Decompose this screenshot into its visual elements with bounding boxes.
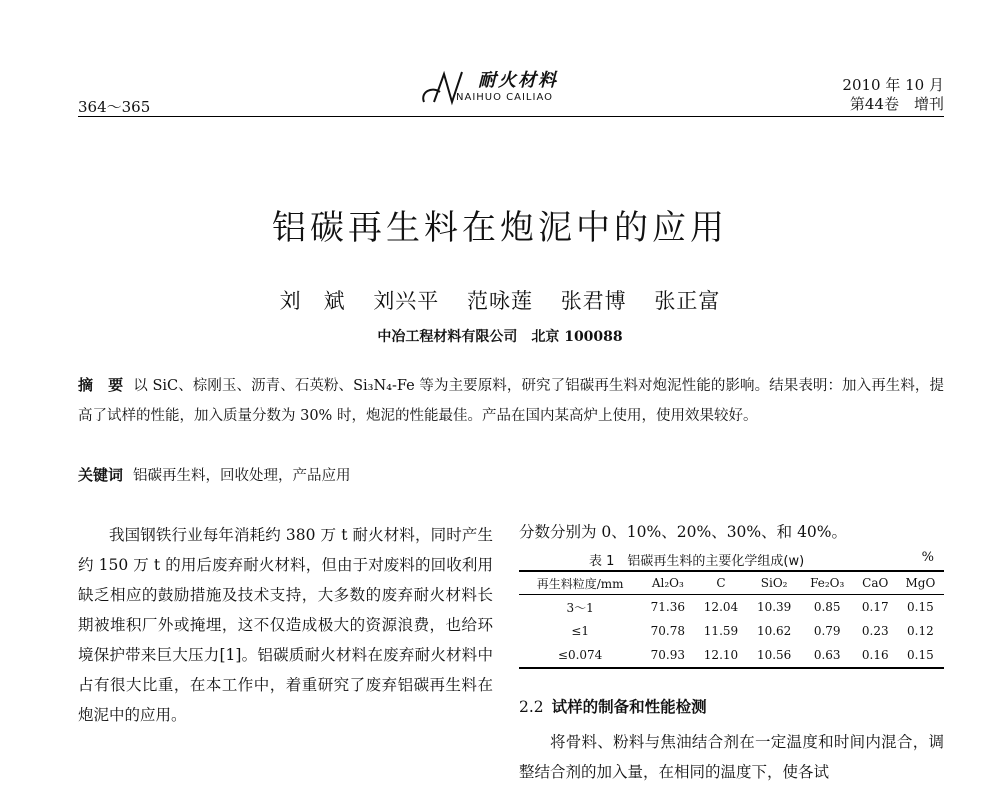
table-header-cell: Al₂O₃ xyxy=(651,576,684,590)
continued-text: 分数分别为 0、10%、20%、30%、和 40%。 xyxy=(519,523,848,541)
table-header-cell: MgO xyxy=(905,576,936,590)
table-cell: 0.16 xyxy=(861,648,889,662)
author-name: 张正富 xyxy=(654,289,721,313)
table-cell: 12.10 xyxy=(703,648,739,662)
table-cell: 3～1 xyxy=(566,600,594,615)
table-unit: % xyxy=(921,550,934,565)
table-cell: 11.59 xyxy=(703,624,739,638)
composition-table xyxy=(519,570,944,669)
keywords-text: 铝碳再生料，回收处理，产品应用 xyxy=(133,468,351,484)
abstract-label: 摘 要 xyxy=(78,376,124,394)
table-cell: 0.85 xyxy=(813,600,841,614)
table-cell: 0.12 xyxy=(907,624,934,638)
issue-info xyxy=(808,76,944,114)
table-cell: 10.56 xyxy=(756,648,792,662)
table-cell: 0.17 xyxy=(861,600,889,614)
abstract xyxy=(78,370,944,431)
table-cell: 0.79 xyxy=(813,624,841,638)
table-caption-title: 表 1 铝碳再生料的主要化学组成(w) xyxy=(589,554,805,569)
table-cell: 70.93 xyxy=(650,648,685,662)
table-cell: 70.78 xyxy=(650,624,685,638)
header-divider xyxy=(78,116,944,117)
table-header-cell: CaO xyxy=(862,576,889,590)
table-caption xyxy=(519,550,944,568)
intro-paragraph: 我国钢铁行业每年消耗约 380 万 t 耐火材料，同时产生约 150 万 t 的用后废弃耐火材料，但由于对废料的回收利用缺乏相应的鼓励措施及技术支持，大多数的废弃耐火材料长期被堆积厂外或掩埋，这不仅造成极大的资源浪费，也给环境保护带来巨大压力[1]。铝碳质耐火材料在废弃耐火材料中占有很大比重，在本工作中，着重研究了废弃铝碳再生料在炮泥中的应用。 xyxy=(78,526,493,724)
table-cell: 10.62 xyxy=(756,624,792,638)
logo-chinese-name: 耐火材料 xyxy=(478,70,558,91)
table-row xyxy=(519,619,944,643)
table-cell: 0.15 xyxy=(907,648,934,662)
table-header-cell: 再生料粒度/mm xyxy=(536,576,624,591)
table-cell: ≤0.074 xyxy=(557,648,603,662)
author-name: 刘 斌 xyxy=(279,289,346,313)
author-list xyxy=(0,285,1000,315)
table-header-row xyxy=(519,571,944,595)
table-cell: 0.15 xyxy=(907,600,934,614)
author-name: 刘兴平 xyxy=(373,289,440,313)
table-cell: 71.36 xyxy=(650,600,685,614)
keywords xyxy=(78,464,944,485)
table-cell: 0.23 xyxy=(861,624,889,638)
author-name: 张君博 xyxy=(560,289,627,313)
table-header-cell: Fe₂O₃ xyxy=(810,576,845,590)
section-paragraph: 将骨料、粉料与焦油结合剂在一定温度和时间内混合，调整结合剂的加入量，在相同的温度下，使各试 xyxy=(519,733,944,781)
author-name: 范咏莲 xyxy=(467,289,533,313)
affiliation: 中冶工程材料有限公司 北京 100088 xyxy=(377,329,623,345)
table-row xyxy=(519,643,944,668)
table-cell: 0.63 xyxy=(813,648,841,662)
issue-date: 2010 年 10 月 xyxy=(842,76,944,94)
right-column xyxy=(519,520,944,787)
section-heading xyxy=(519,695,944,717)
table-cell: 12.04 xyxy=(703,600,739,614)
article-title: 铝碳再生料在炮泥中的应用 xyxy=(272,208,728,248)
keywords-label: 关键词 xyxy=(78,466,124,484)
table-row xyxy=(519,595,944,620)
section-number: 2.2 xyxy=(519,698,544,716)
page-range: 364～365 xyxy=(78,98,151,116)
abstract-text: 以 SiC、棕刚玉、沥青、石英粉、Si₃N₄-Fe 等为主要原料，研究了铝碳再生料对炮泥性能的影响。结果表明：加入再生料，提高了试样的性能，加入质量分数为 30% 时，炮泥的性能最佳。产品在国内某高炉上使用，使用效果较好。 xyxy=(78,378,944,424)
table-header-cell: C xyxy=(716,576,726,590)
left-column xyxy=(78,520,493,730)
table-header-cell: SiO₂ xyxy=(760,576,788,590)
table-cell: 10.39 xyxy=(756,600,792,614)
section-title: 试样的制备和性能检测 xyxy=(551,698,707,716)
logo-english-name: NAIHUO CAILIAO xyxy=(456,92,553,103)
journal-logo xyxy=(418,62,588,110)
issue-volume: 第44卷 增刊 xyxy=(849,95,944,113)
table-cell: ≤1 xyxy=(571,624,589,638)
